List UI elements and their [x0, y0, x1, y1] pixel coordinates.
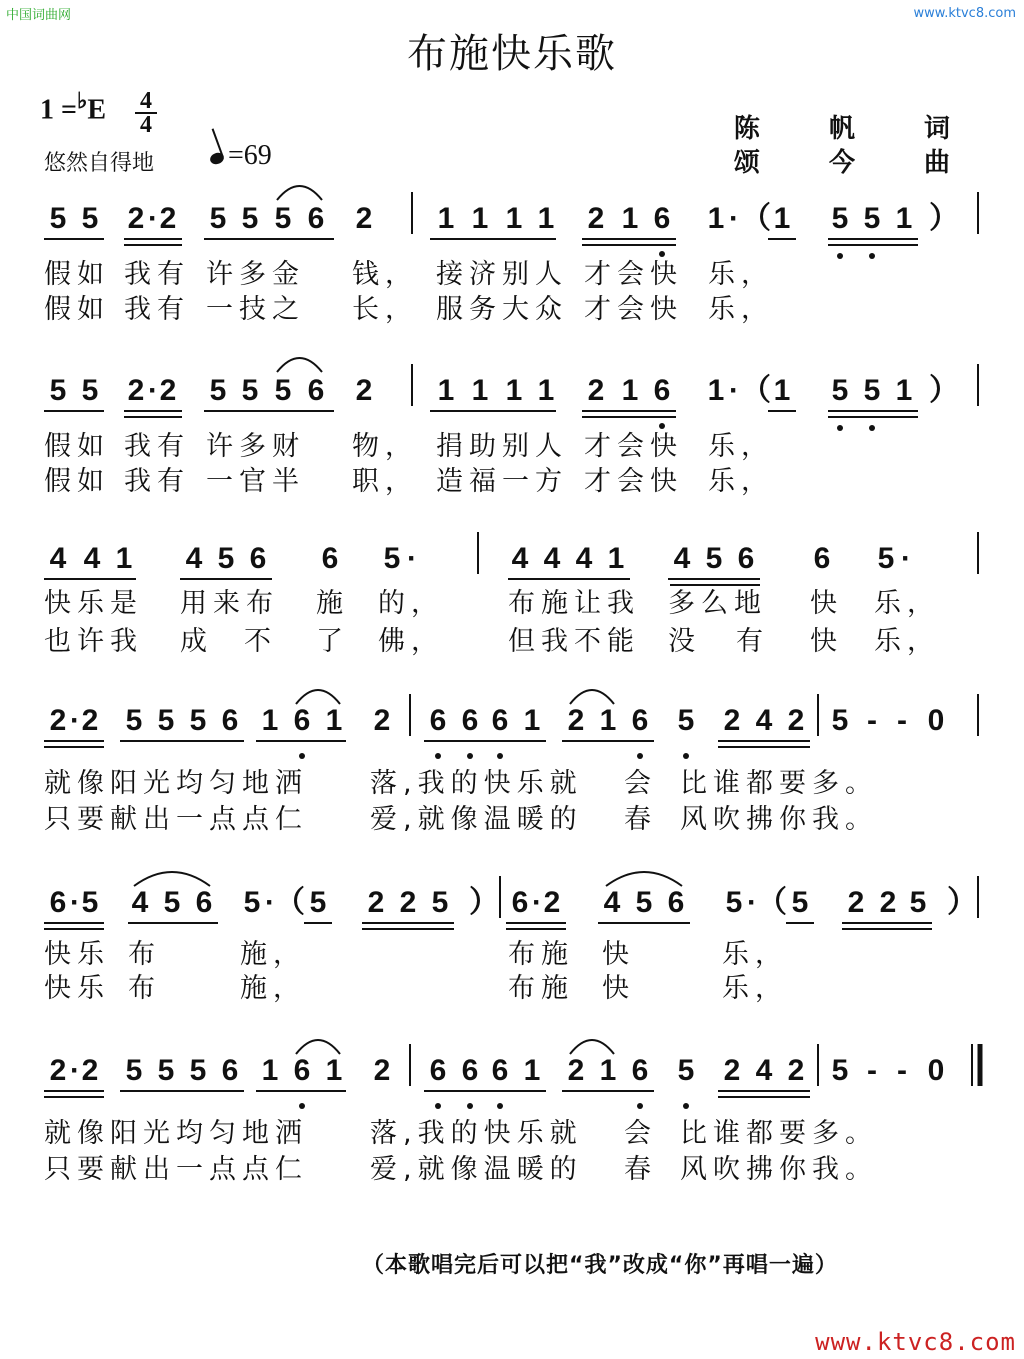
jianpu-note: 4 [603, 886, 621, 919]
jianpu-note: 5 [243, 886, 261, 919]
lyric-text: 风吹拂你我。 [680, 1154, 878, 1185]
lower-octave-dot [683, 1103, 689, 1109]
jianpu-note: 2 [355, 374, 373, 407]
jianpu-note: 5 [909, 886, 927, 919]
jianpu-note: 2 [159, 374, 177, 407]
jianpu-note: 6 [221, 1054, 239, 1087]
lyric-text: 造福一方 [436, 466, 568, 497]
jianpu-note: 5 [189, 1054, 207, 1087]
lyric-text: 才会快 [584, 466, 683, 497]
jianpu-note: 1 [537, 374, 555, 407]
jianpu-note: - [867, 704, 877, 737]
jianpu-note: · [729, 374, 739, 407]
jianpu-note: 6 [737, 542, 755, 575]
jianpu-note: 1 [325, 704, 343, 737]
jianpu-note: 4 [83, 542, 101, 575]
jianpu-note: 2 [49, 704, 67, 737]
expression-mark: 悠然自得地 [44, 151, 155, 176]
lyric-text: 假如 [44, 294, 110, 325]
lyric-text: 我有 [124, 259, 190, 290]
lyric-text: 快 [602, 939, 635, 970]
lyric-text: 职， [352, 466, 418, 497]
lyric-text: 施， [240, 939, 306, 970]
lyric-text: 成 [180, 626, 213, 657]
slur [570, 690, 614, 704]
jianpu-note: · [70, 1054, 80, 1087]
jianpu-note: 6 [461, 1054, 479, 1087]
site-url-top: www.ktvc8.com [913, 6, 1016, 21]
lyric-text: 多么地 [668, 588, 767, 619]
jianpu-note: 1 [437, 202, 455, 235]
jianpu-note: 1 [437, 374, 455, 407]
jianpu-note: ） [947, 886, 977, 919]
jianpu-note: 6 [307, 374, 325, 407]
lyric-text: 乐， [708, 431, 774, 462]
jianpu-note: 5 [705, 542, 723, 575]
lyric-text: 佛， [378, 626, 444, 657]
jianpu-note: 1 [261, 704, 279, 737]
jianpu-note: 2 [127, 374, 145, 407]
lower-octave-dot [837, 425, 843, 431]
lyric-text: 快 [810, 588, 843, 619]
jianpu-note: 5 [274, 374, 292, 407]
jianpu-note: 4 [755, 704, 773, 737]
slur [296, 690, 340, 704]
jianpu-note: 6 [293, 704, 311, 737]
jianpu-note: 5 [831, 374, 849, 407]
jianpu-note: 5 [863, 374, 881, 407]
lyric-text: 我有 [124, 466, 190, 497]
jianpu-note: 2 [847, 886, 865, 919]
jianpu-note: 5 [189, 704, 207, 737]
jianpu-note: 5 [81, 374, 99, 407]
jianpu-note: 1 [523, 704, 541, 737]
jianpu-note: · [70, 886, 80, 919]
jianpu-note: （ [741, 374, 771, 407]
lower-octave-dot [435, 753, 441, 759]
jianpu-note: - [867, 1054, 877, 1087]
lyric-text: 才会快 [584, 259, 683, 290]
lower-octave-dot [497, 1103, 503, 1109]
jianpu-note: 5 [217, 542, 235, 575]
jianpu-note: 1 [261, 1054, 279, 1087]
jianpu-note: · [747, 886, 757, 919]
slur [570, 1040, 614, 1054]
lyric-text: 落,我的快乐就 [370, 1118, 583, 1149]
lower-octave-dot [659, 251, 665, 257]
jianpu-note: 1 [895, 374, 913, 407]
lyric-text: 落,我的快乐就 [370, 768, 583, 799]
jianpu-note: 6 [491, 704, 509, 737]
jianpu-note: 2 [543, 886, 561, 919]
jianpu-note: 6 [491, 1054, 509, 1087]
lower-octave-dot [467, 753, 473, 759]
lyric-text: 接济别人 [436, 259, 568, 290]
lyric-text: 服务大众 [436, 294, 568, 325]
lyric-text: 一技之 [206, 294, 305, 325]
site-logo-left: 中国词曲网 [6, 8, 72, 23]
lyric-text: 风吹拂你我。 [680, 804, 878, 835]
lyric-text: 用来布 [180, 588, 279, 619]
lower-octave-dot [497, 753, 503, 759]
jianpu-note: 5 [677, 704, 695, 737]
lyric-text: 爱,就像温暖的 [370, 804, 583, 835]
key-prefix: 1 = [40, 94, 77, 126]
jianpu-note: 5 [241, 202, 259, 235]
jianpu-note: 2 [373, 1054, 391, 1087]
lyric-text: 就像阳光均匀地洒 [44, 1118, 308, 1149]
jianpu-note: 1 [523, 1054, 541, 1087]
lyric-text: 快 [810, 626, 843, 657]
lyric-text: 一官半 [206, 466, 305, 497]
lyric-text: 乐， [874, 626, 940, 657]
lyric-text: 我有 [124, 294, 190, 325]
lyric-text: 施 [316, 588, 349, 619]
slur [296, 1040, 340, 1054]
lyric-text: 有 [736, 626, 769, 657]
jianpu-note: · [729, 202, 739, 235]
jianpu-note: · [148, 202, 158, 235]
lyric-text: 许多财 [206, 431, 305, 462]
lyric-text: 会 [624, 1118, 657, 1149]
jianpu-note: 1 [471, 202, 489, 235]
jianpu-note: 2 [49, 1054, 67, 1087]
lower-octave-dot [467, 1103, 473, 1109]
jianpu-note: - [897, 1054, 907, 1087]
jianpu-note: 5 [635, 886, 653, 919]
jianpu-note: 4 [543, 542, 561, 575]
jianpu-note: · [532, 886, 542, 919]
jianpu-note: 5 [274, 202, 292, 235]
lyric-text: 乐， [722, 973, 788, 1004]
jianpu-note: （ [275, 886, 305, 919]
lyric-text: 但我不能 [508, 626, 640, 657]
footnote: （本歌唱完后可以把“我”改成“你”再唱一遍） [362, 1253, 838, 1278]
lyric-text: 乐， [708, 466, 774, 497]
lyric-text: 爱,就像温暖的 [370, 1154, 583, 1185]
jianpu-note: · [265, 886, 275, 919]
jianpu-note: 5 [863, 202, 881, 235]
jianpu-note: 2 [81, 1054, 99, 1087]
jianpu-note: 5 [125, 704, 143, 737]
lyric-text: 布 [128, 973, 161, 1004]
jianpu-note: 2 [159, 202, 177, 235]
jianpu-note: 5 [49, 374, 67, 407]
jianpu-note: ） [929, 374, 959, 407]
jianpu-note: 5 [877, 542, 895, 575]
jianpu-note: - [897, 704, 907, 737]
jianpu-note: · [901, 542, 911, 575]
jianpu-note: 5 [831, 1054, 849, 1087]
song-title: 布施快乐歌 [407, 31, 617, 77]
jianpu-note: 1 [599, 1054, 617, 1087]
lower-octave-dot [869, 425, 875, 431]
jianpu-note: 1 [325, 1054, 343, 1087]
jianpu-note: 2 [81, 704, 99, 737]
jianpu-note: 1 [895, 202, 913, 235]
lyric-text: 才会快 [584, 431, 683, 462]
jianpu-note: 5 [725, 886, 743, 919]
lower-octave-dot [637, 753, 643, 759]
jianpu-note: 6 [631, 1054, 649, 1087]
jianpu-note: · [407, 542, 417, 575]
lyric-text: 没 [668, 626, 701, 657]
jianpu-note: 1 [505, 202, 523, 235]
lyric-text: 乐， [874, 588, 940, 619]
lower-octave-dot [435, 1103, 441, 1109]
jianpu-note: · [148, 374, 158, 407]
lyric-text: 布施 [508, 973, 574, 1004]
jianpu-note: 5 [431, 886, 449, 919]
jianpu-note: 2 [127, 202, 145, 235]
jianpu-note: 5 [81, 886, 99, 919]
lyric-text: 乐， [708, 259, 774, 290]
jianpu-note: · [70, 704, 80, 737]
lyric-text: 长， [352, 294, 418, 325]
lyric-text: 假如 [44, 466, 110, 497]
jianpu-note: 5 [209, 202, 227, 235]
jianpu-note: 5 [209, 374, 227, 407]
jianpu-note: 5 [383, 542, 401, 575]
jianpu-note: 6 [461, 704, 479, 737]
lyric-text: 许多金 [206, 259, 305, 290]
jianpu-note: 1 [471, 374, 489, 407]
jianpu-note: 6 [293, 1054, 311, 1087]
jianpu-note: 6 [321, 542, 339, 575]
jianpu-note: 6 [249, 542, 267, 575]
jianpu-note: 4 [185, 542, 203, 575]
flat-sign: ♭ [76, 88, 88, 113]
jianpu-note: 2 [567, 704, 585, 737]
lyric-text: 只要献出一点点仁 [44, 1154, 308, 1185]
lower-octave-dot [637, 1103, 643, 1109]
time-top: 4 [140, 88, 152, 114]
jianpu-note: 1 [505, 374, 523, 407]
jianpu-note: 5 [163, 886, 181, 919]
slur [277, 186, 322, 200]
jianpu-note: 2 [355, 202, 373, 235]
time-bottom: 4 [140, 112, 152, 138]
jianpu-note: 2 [567, 1054, 585, 1087]
jianpu-note: 5 [81, 202, 99, 235]
jianpu-note: 5 [125, 1054, 143, 1087]
tempo-value: =69 [228, 140, 272, 171]
slur [134, 872, 210, 886]
jianpu-note: 6 [429, 1054, 447, 1087]
jianpu-note: 4 [673, 542, 691, 575]
jianpu-note: 5 [49, 202, 67, 235]
lyric-text: 布施 [508, 939, 574, 970]
lyric-text: 施， [240, 973, 306, 1004]
jianpu-note: 1 [599, 704, 617, 737]
lyric-text: 也许我 [44, 626, 143, 657]
jianpu-note: 4 [755, 1054, 773, 1087]
jianpu-note: ） [469, 886, 499, 919]
lyric-text: 快乐 [44, 939, 110, 970]
jianpu-note: 1 [773, 202, 791, 235]
lower-octave-dot [659, 423, 665, 429]
lyric-text: 布施让我 [508, 588, 640, 619]
lyric-text: 乐， [708, 294, 774, 325]
jianpu-note: 2 [879, 886, 897, 919]
lyric-text: 才会快 [584, 294, 683, 325]
jianpu-note: 1 [773, 374, 791, 407]
lyric-text: 快 [602, 973, 635, 1004]
jianpu-note: 2 [723, 1054, 741, 1087]
jianpu-note: 1 [607, 542, 625, 575]
jianpu-note: 6 [195, 886, 213, 919]
jianpu-note: 0 [927, 704, 945, 737]
jianpu-note: 2 [373, 704, 391, 737]
lyric-text: 了 [316, 626, 349, 657]
lower-octave-dot [683, 753, 689, 759]
jianpu-note: 4 [575, 542, 593, 575]
lyricist-credit: 陈 帆 词 [733, 114, 980, 144]
jianpu-note: 5 [157, 704, 175, 737]
lyric-text: 钱， [352, 259, 418, 290]
lyric-text: 就像阳光均匀地洒 [44, 768, 308, 799]
site-url-bottom: www.ktvc8.com [815, 1328, 1016, 1356]
lyric-text: 假如 [44, 259, 110, 290]
lyric-text: 我有 [124, 431, 190, 462]
jianpu-note: 1 [621, 374, 639, 407]
jianpu-note: 5 [241, 374, 259, 407]
lyric-text: 比谁都要多。 [680, 1118, 878, 1149]
jianpu-note: 6 [307, 202, 325, 235]
jianpu-note: 1 [537, 202, 555, 235]
lyric-text: 假如 [44, 431, 110, 462]
jianpu-note: 5 [831, 704, 849, 737]
jianpu-note: 2 [787, 704, 805, 737]
lyric-text: 的， [378, 588, 444, 619]
jianpu-note: 4 [131, 886, 149, 919]
jianpu-note: 5 [677, 1054, 695, 1087]
jianpu-note: 2 [723, 704, 741, 737]
jianpu-note: 6 [49, 886, 67, 919]
jianpu-note: 1 [707, 202, 725, 235]
jianpu-note: 1 [621, 202, 639, 235]
jianpu-note: 2 [787, 1054, 805, 1087]
lower-octave-dot [299, 1103, 305, 1109]
jianpu-note: （ [757, 886, 787, 919]
jianpu-note: 4 [511, 542, 529, 575]
jianpu-note: 6 [221, 704, 239, 737]
jianpu-note: 2 [587, 374, 605, 407]
jianpu-note: 6 [813, 542, 831, 575]
lyric-text: 春 [624, 804, 657, 835]
lower-octave-dot [299, 753, 305, 759]
jianpu-note: 0 [927, 1054, 945, 1087]
jianpu-note: 2 [367, 886, 385, 919]
jianpu-note: 5 [309, 886, 327, 919]
lyric-text: 捐助别人 [436, 431, 568, 462]
jianpu-note: 6 [653, 374, 671, 407]
jianpu-note: 5 [157, 1054, 175, 1087]
lyric-text: 布 [128, 939, 161, 970]
lyric-text: 不 [244, 626, 277, 657]
jianpu-note: 5 [791, 886, 809, 919]
jianpu-note: ） [929, 202, 959, 235]
jianpu-note: 2 [587, 202, 605, 235]
lyric-text: 乐， [722, 939, 788, 970]
jianpu-note: 1 [707, 374, 725, 407]
jianpu-note: 6 [667, 886, 685, 919]
jianpu-note: 5 [831, 202, 849, 235]
jianpu-note: （ [741, 202, 771, 235]
slur [606, 872, 682, 886]
jianpu-note: 6 [631, 704, 649, 737]
lower-octave-dot [837, 253, 843, 259]
composer-credit: 颂 今 曲 [733, 148, 980, 178]
lower-octave-dot [869, 253, 875, 259]
lyric-text: 快乐是 [44, 588, 143, 619]
key-note: E [87, 94, 107, 126]
jianpu-note: 6 [653, 202, 671, 235]
lyric-text: 春 [624, 1154, 657, 1185]
slur [277, 358, 322, 372]
lyric-text: 物， [352, 431, 418, 462]
jianpu-note: 4 [49, 542, 67, 575]
jianpu-note: 1 [115, 542, 133, 575]
lyric-text: 快乐 [44, 973, 110, 1004]
jianpu-note: 6 [511, 886, 529, 919]
jianpu-note: 2 [399, 886, 417, 919]
lyric-text: 会 [624, 768, 657, 799]
lyric-text: 只要献出一点点仁 [44, 804, 308, 835]
lyric-text: 比谁都要多。 [680, 768, 878, 799]
jianpu-note: 6 [429, 704, 447, 737]
